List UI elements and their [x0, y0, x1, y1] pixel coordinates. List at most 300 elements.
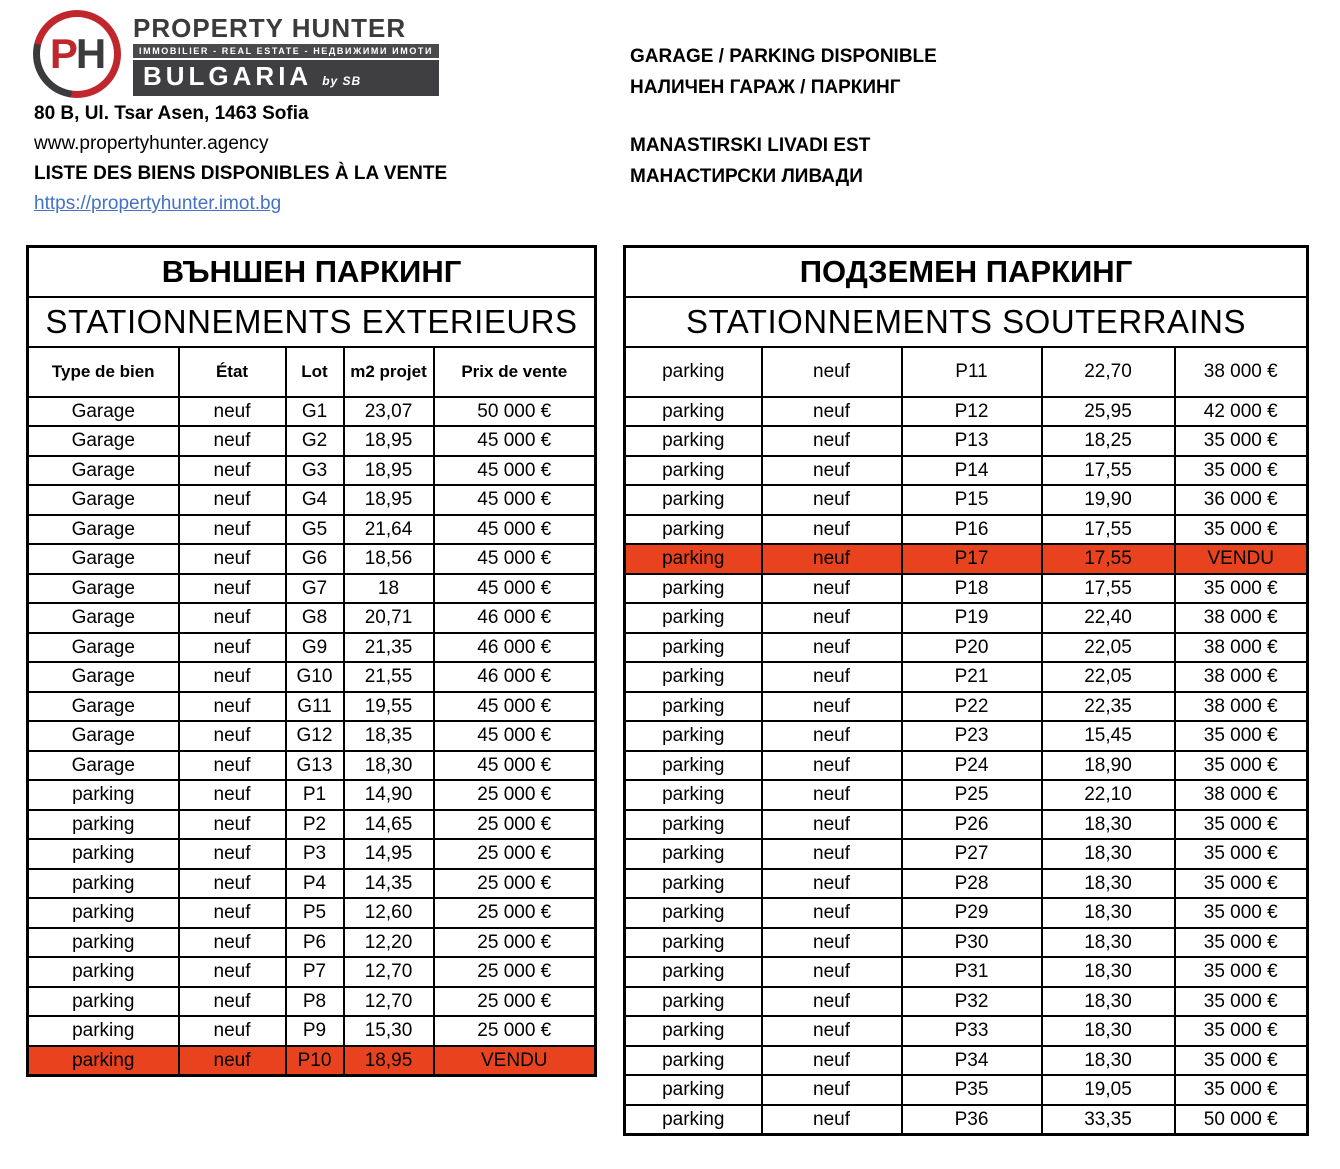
cell-etat: neuf [762, 544, 902, 574]
right-table-title-bg [625, 247, 1308, 297]
cell-type: parking [28, 839, 179, 869]
cell-etat: neuf [762, 987, 902, 1017]
cell-etat: neuf [762, 426, 902, 456]
cell-price: 25 000 € [434, 987, 596, 1017]
cell-price: 45 000 € [434, 751, 596, 781]
table-row [625, 603, 1308, 633]
cell-lot: P15 [902, 485, 1042, 515]
cell-lot: G7 [286, 574, 344, 604]
cell-lot: P13 [902, 426, 1042, 456]
cell-price: 25 000 € [434, 1016, 596, 1046]
cell-price: 35 000 € [1175, 1016, 1308, 1046]
table-row [28, 751, 596, 781]
logo-monogram-h: H [75, 30, 105, 77]
logo-brand-stack [133, 13, 439, 96]
cell-m2: 18,95 [344, 1046, 434, 1076]
cell-type: Garage [28, 544, 179, 574]
cell-type: parking [625, 426, 762, 456]
cell-type: parking [625, 397, 762, 427]
table-row [28, 839, 596, 869]
cell-etat: neuf [179, 898, 286, 928]
cell-price: 25 000 € [434, 898, 596, 928]
logo-monogram-p: P [49, 30, 76, 77]
cell-type: parking [625, 780, 762, 810]
cell-price: 36 000 € [1175, 485, 1308, 515]
cell-type: parking [625, 456, 762, 486]
cell-price: 25 000 € [434, 928, 596, 958]
cell-m2: 18,25 [1042, 426, 1175, 456]
table-row [625, 662, 1308, 692]
table-row [625, 426, 1308, 456]
listing-link[interactable]: https://propertyhunter.imot.bg [34, 193, 282, 214]
cell-price: 35 000 € [1175, 810, 1308, 840]
cell-price: 45 000 € [434, 574, 596, 604]
cell-etat: neuf [762, 810, 902, 840]
brand-by: by SB [322, 73, 362, 88]
cell-lot: P32 [902, 987, 1042, 1017]
cell-etat: neuf [179, 957, 286, 987]
cell-m2: 22,35 [1042, 692, 1175, 722]
cell-type: parking [625, 662, 762, 692]
cell-etat: neuf [762, 780, 902, 810]
company-logo [33, 10, 439, 98]
cell-price: 38 000 € [1175, 692, 1308, 722]
cell-m2: 18,30 [344, 751, 434, 781]
cell-etat: neuf [762, 633, 902, 663]
cell-m2: 18,30 [1042, 957, 1175, 987]
table-row [625, 1105, 1308, 1135]
cell-m2: 18,90 [1042, 751, 1175, 781]
cell-m2: 17,55 [1042, 544, 1175, 574]
cell-lot: P26 [902, 810, 1042, 840]
cell-lot: P28 [902, 869, 1042, 899]
cell-type: parking [625, 1075, 762, 1105]
right-table-title-bg-cell: ПОДЗЕМЕН ПАРКИНГ [625, 247, 1308, 297]
cell-lot: P22 [902, 692, 1042, 722]
table-row [28, 426, 596, 456]
cell-lot: P16 [902, 515, 1042, 545]
table-row [625, 721, 1308, 751]
table-row [625, 485, 1308, 515]
cell-m2: 22,40 [1042, 603, 1175, 633]
table-row [28, 397, 596, 427]
cell-lot: P7 [286, 957, 344, 987]
cell-type: parking [625, 515, 762, 545]
cell-m2: 17,55 [1042, 515, 1175, 545]
cell-type: parking [28, 810, 179, 840]
table-row [625, 515, 1308, 545]
cell-price: 25 000 € [434, 810, 596, 840]
cell-type: parking [625, 574, 762, 604]
cell-price: 45 000 € [434, 544, 596, 574]
cell-price: 35 000 € [1175, 426, 1308, 456]
cell-lot: P33 [902, 1016, 1042, 1046]
cell-etat: neuf [179, 869, 286, 899]
table-row [625, 780, 1308, 810]
district-name-latin: MANASTIRSKI LIVADI EST [630, 135, 871, 156]
cell-lot: G11 [286, 692, 344, 722]
left-table-title-bg [28, 247, 596, 297]
cell-type: parking [625, 839, 762, 869]
cell-type: parking [625, 928, 762, 958]
cell-etat: neuf [762, 515, 902, 545]
cell-lot: P31 [902, 957, 1042, 987]
cell-lot: P11 [902, 347, 1042, 397]
cell-lot: P21 [902, 662, 1042, 692]
cell-lot: P29 [902, 898, 1042, 928]
cell-price: 25 000 € [434, 869, 596, 899]
cell-etat: neuf [179, 1046, 286, 1076]
district-name-cyrillic: МАНАСТИРСКИ ЛИВАДИ [630, 166, 863, 187]
logo-monogram [40, 17, 114, 91]
cell-m2: 18,35 [344, 721, 434, 751]
cell-m2: 18,95 [344, 456, 434, 486]
availability-title-bg: НАЛИЧЕН ГАРАЖ / ПАРКИНГ [630, 77, 901, 98]
cell-type: parking [625, 633, 762, 663]
exterior-parking-table [26, 245, 597, 1077]
cell-price: 38 000 € [1175, 780, 1308, 810]
cell-type: parking [625, 603, 762, 633]
cell-m2: 33,35 [1042, 1105, 1175, 1135]
cell-etat: neuf [762, 869, 902, 899]
cell-etat: neuf [179, 780, 286, 810]
cell-lot: G5 [286, 515, 344, 545]
cell-lot: P9 [286, 1016, 344, 1046]
list-title: LISTE DES BIENS DISPONIBLES À LA VENTE [34, 163, 448, 184]
cell-price: VENDU [1175, 544, 1308, 574]
cell-m2: 14,90 [344, 780, 434, 810]
cell-etat: neuf [762, 485, 902, 515]
cell-price: 35 000 € [1175, 839, 1308, 869]
agency-info-block [34, 99, 447, 219]
cell-m2: 18,30 [1042, 1016, 1175, 1046]
cell-price: 46 000 € [434, 662, 596, 692]
cell-type: parking [28, 869, 179, 899]
cell-m2: 18,30 [1042, 928, 1175, 958]
availability-title-fr: GARAGE / PARKING DISPONIBLE [630, 46, 937, 67]
cell-etat: neuf [762, 574, 902, 604]
cell-etat: neuf [179, 721, 286, 751]
cell-lot: G1 [286, 397, 344, 427]
cell-type: Garage [28, 662, 179, 692]
table-row [28, 928, 596, 958]
cell-etat: neuf [762, 839, 902, 869]
cell-type: parking [28, 780, 179, 810]
cell-etat: neuf [762, 898, 902, 928]
table-row [625, 397, 1308, 427]
cell-type: Garage [28, 397, 179, 427]
cell-etat: neuf [762, 1075, 902, 1105]
cell-type: Garage [28, 751, 179, 781]
cell-m2: 12,60 [344, 898, 434, 928]
cell-etat: neuf [762, 1046, 902, 1076]
table-row [625, 456, 1308, 486]
cell-price: 50 000 € [1175, 1105, 1308, 1135]
left-table-title-fr [28, 297, 596, 347]
cell-type: parking [625, 347, 762, 397]
table-row [625, 347, 1308, 397]
cell-type: parking [625, 810, 762, 840]
cell-type: parking [625, 485, 762, 515]
cell-lot: P5 [286, 898, 344, 928]
table-row [625, 1016, 1308, 1046]
table-row [28, 721, 596, 751]
table-row [625, 869, 1308, 899]
table-row [28, 633, 596, 663]
cell-m2: 18,30 [1042, 869, 1175, 899]
cell-price: 45 000 € [434, 485, 596, 515]
cell-etat: neuf [762, 692, 902, 722]
cell-lot: P19 [902, 603, 1042, 633]
table-row [28, 515, 596, 545]
cell-etat: neuf [762, 347, 902, 397]
cell-m2: 15,45 [1042, 721, 1175, 751]
cell-etat: neuf [762, 957, 902, 987]
cell-type: Garage [28, 456, 179, 486]
cell-type: parking [625, 987, 762, 1017]
col-header-prix: Prix de vente [434, 347, 596, 397]
availability-block [630, 41, 937, 192]
cell-lot: G6 [286, 544, 344, 574]
cell-m2: 18,56 [344, 544, 434, 574]
cell-etat: neuf [179, 426, 286, 456]
cell-lot: G12 [286, 721, 344, 751]
cell-price: 45 000 € [434, 426, 596, 456]
cell-type: parking [625, 1016, 762, 1046]
cell-price: 50 000 € [434, 397, 596, 427]
cell-price: 38 000 € [1175, 603, 1308, 633]
cell-m2: 18,30 [1042, 810, 1175, 840]
cell-m2: 22,05 [1042, 662, 1175, 692]
table-row [625, 751, 1308, 781]
cell-m2: 12,70 [344, 987, 434, 1017]
cell-etat: neuf [179, 485, 286, 515]
cell-price: 25 000 € [434, 780, 596, 810]
cell-type: parking [28, 928, 179, 958]
cell-lot: P2 [286, 810, 344, 840]
underground-parking-table [623, 245, 1309, 1136]
cell-lot: P23 [902, 721, 1042, 751]
table-row [625, 839, 1308, 869]
cell-m2: 22,10 [1042, 780, 1175, 810]
cell-price: 25 000 € [434, 839, 596, 869]
cell-price: 35 000 € [1175, 987, 1308, 1017]
left-table-title-bg-cell: ВЪНШЕН ПАРКИНГ [28, 247, 596, 297]
table-row [625, 544, 1308, 574]
cell-price: 46 000 € [434, 633, 596, 663]
table-row [28, 869, 596, 899]
cell-m2: 21,64 [344, 515, 434, 545]
cell-type: parking [625, 869, 762, 899]
cell-lot: G3 [286, 456, 344, 486]
cell-m2: 22,05 [1042, 633, 1175, 663]
cell-etat: neuf [179, 1016, 286, 1046]
cell-price: 35 000 € [1175, 928, 1308, 958]
cell-price: 38 000 € [1175, 347, 1308, 397]
cell-etat: neuf [179, 692, 286, 722]
table-row [28, 485, 596, 515]
cell-lot: P24 [902, 751, 1042, 781]
table-row [625, 1075, 1308, 1105]
cell-lot: P34 [902, 1046, 1042, 1076]
cell-etat: neuf [179, 751, 286, 781]
cell-price: 35 000 € [1175, 721, 1308, 751]
left-table-header-row [28, 347, 596, 397]
cell-type: parking [625, 721, 762, 751]
cell-lot: G2 [286, 426, 344, 456]
cell-type: parking [625, 544, 762, 574]
cell-type: parking [28, 1016, 179, 1046]
col-header-etat: État [179, 347, 286, 397]
cell-m2: 22,70 [1042, 347, 1175, 397]
cell-type: Garage [28, 721, 179, 751]
cell-m2: 18,30 [1042, 839, 1175, 869]
table-row [625, 987, 1308, 1017]
table-row [625, 692, 1308, 722]
cell-etat: neuf [179, 633, 286, 663]
cell-lot: P14 [902, 456, 1042, 486]
cell-etat: neuf [179, 544, 286, 574]
cell-lot: G4 [286, 485, 344, 515]
cell-m2: 19,05 [1042, 1075, 1175, 1105]
cell-lot: G13 [286, 751, 344, 781]
cell-type: Garage [28, 603, 179, 633]
cell-etat: neuf [762, 1105, 902, 1135]
cell-lot: P36 [902, 1105, 1042, 1135]
cell-etat: neuf [179, 397, 286, 427]
cell-m2: 20,71 [344, 603, 434, 633]
table-row [28, 810, 596, 840]
cell-price: 35 000 € [1175, 1046, 1308, 1076]
col-header-m2: m2 projet [344, 347, 434, 397]
cell-lot: P12 [902, 397, 1042, 427]
cell-etat: neuf [762, 1016, 902, 1046]
cell-type: Garage [28, 515, 179, 545]
cell-etat: neuf [762, 721, 902, 751]
cell-lot: P30 [902, 928, 1042, 958]
cell-m2: 18,30 [1042, 987, 1175, 1017]
cell-type: parking [625, 898, 762, 928]
table-row [28, 780, 596, 810]
cell-m2: 14,95 [344, 839, 434, 869]
cell-etat: neuf [179, 839, 286, 869]
table-row [625, 633, 1308, 663]
cell-price: 46 000 € [434, 603, 596, 633]
cell-lot: P3 [286, 839, 344, 869]
cell-price: 45 000 € [434, 721, 596, 751]
cell-type: parking [28, 898, 179, 928]
cell-etat: neuf [179, 810, 286, 840]
table-row [28, 456, 596, 486]
cell-lot: P6 [286, 928, 344, 958]
cell-type: parking [625, 1105, 762, 1135]
table-row [28, 544, 596, 574]
cell-type: parking [625, 1046, 762, 1076]
cell-type: parking [28, 987, 179, 1017]
cell-m2: 21,55 [344, 662, 434, 692]
left-table-title-fr-cell: STATIONNEMENTS EXTERIEURS [28, 297, 596, 347]
cell-price: 38 000 € [1175, 633, 1308, 663]
cell-price: 35 000 € [1175, 574, 1308, 604]
cell-price: 35 000 € [1175, 751, 1308, 781]
cell-m2: 12,20 [344, 928, 434, 958]
cell-price: 38 000 € [1175, 662, 1308, 692]
cell-m2: 17,55 [1042, 456, 1175, 486]
brand-country: BULGARIA [143, 60, 313, 91]
right-table-title-fr [625, 297, 1308, 347]
table-row [28, 1016, 596, 1046]
cell-m2: 25,95 [1042, 397, 1175, 427]
cell-etat: neuf [179, 928, 286, 958]
cell-m2: 12,70 [344, 957, 434, 987]
cell-lot: P10 [286, 1046, 344, 1076]
table-row [28, 1046, 596, 1076]
cell-etat: neuf [762, 456, 902, 486]
cell-lot: P35 [902, 1075, 1042, 1105]
cell-m2: 19,55 [344, 692, 434, 722]
cell-price: 45 000 € [434, 515, 596, 545]
logo-circle-icon [33, 10, 121, 98]
table-row [625, 957, 1308, 987]
cell-m2: 17,55 [1042, 574, 1175, 604]
cell-m2: 18 [344, 574, 434, 604]
col-header-type: Type de bien [28, 347, 179, 397]
cell-m2: 18,95 [344, 426, 434, 456]
cell-m2: 21,35 [344, 633, 434, 663]
cell-lot: P18 [902, 574, 1042, 604]
cell-m2: 18,30 [1042, 1046, 1175, 1076]
table-row [625, 898, 1308, 928]
cell-lot: P27 [902, 839, 1042, 869]
brand-name: PROPERTY HUNTER [133, 12, 407, 43]
cell-type: parking [28, 957, 179, 987]
table-row [28, 898, 596, 928]
col-header-lot: Lot [286, 347, 344, 397]
cell-type: Garage [28, 574, 179, 604]
cell-etat: neuf [762, 928, 902, 958]
table-row [625, 810, 1308, 840]
table-row [28, 662, 596, 692]
cell-etat: neuf [179, 515, 286, 545]
cell-etat: neuf [762, 603, 902, 633]
cell-type: parking [625, 751, 762, 781]
cell-lot: G8 [286, 603, 344, 633]
cell-etat: neuf [179, 987, 286, 1017]
cell-type: parking [28, 1046, 179, 1076]
cell-etat: neuf [179, 603, 286, 633]
cell-m2: 14,65 [344, 810, 434, 840]
brand-subtitle: IMMOBILIER - REAL ESTATE - НЕДВИЖИМИ ИМОТИ [133, 44, 439, 58]
cell-lot: G10 [286, 662, 344, 692]
cell-lot: P20 [902, 633, 1042, 663]
cell-type: Garage [28, 692, 179, 722]
cell-lot: P17 [902, 544, 1042, 574]
table-row [28, 692, 596, 722]
cell-price: 35 000 € [1175, 456, 1308, 486]
cell-price: 25 000 € [434, 957, 596, 987]
table-row [28, 603, 596, 633]
brand-country-bar [133, 60, 439, 96]
cell-etat: neuf [179, 456, 286, 486]
cell-type: Garage [28, 426, 179, 456]
cell-price: 45 000 € [434, 456, 596, 486]
cell-etat: neuf [179, 662, 286, 692]
agency-address: 80 B, Ul. Tsar Asen, 1463 Sofia [34, 103, 309, 124]
cell-m2: 23,07 [344, 397, 434, 427]
cell-etat: neuf [762, 397, 902, 427]
cell-price: 35 000 € [1175, 515, 1308, 545]
cell-m2: 18,30 [1042, 898, 1175, 928]
